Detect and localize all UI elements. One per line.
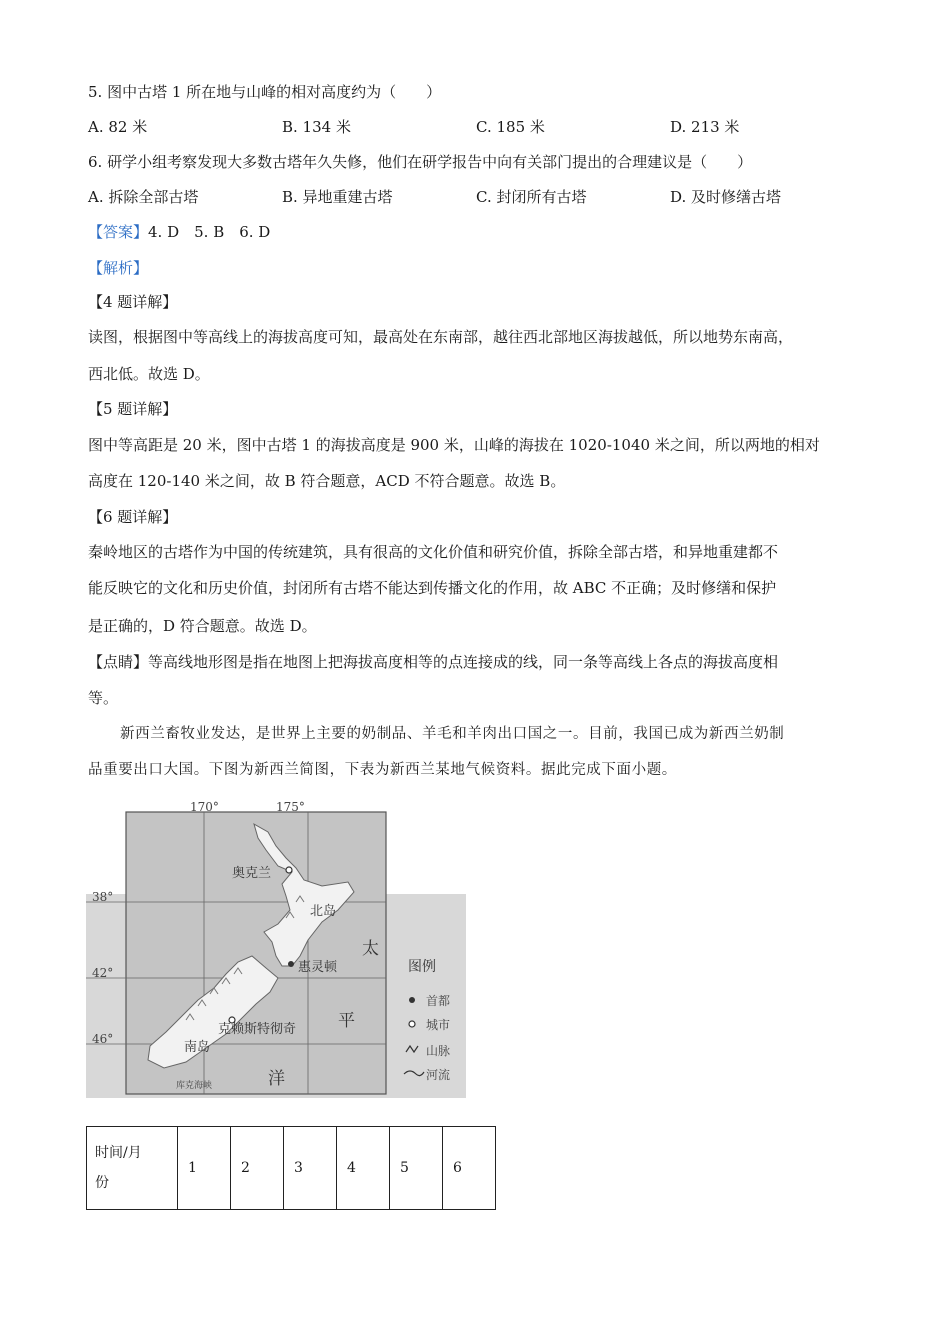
- q6-option-d: D. 及时修缮古塔: [670, 188, 782, 206]
- q6-option-c: C. 封闭所有古塔: [476, 188, 587, 206]
- legend-capital: 首都: [426, 994, 451, 1008]
- detail-4-tag: 【4 题详解】: [88, 293, 178, 311]
- ocean-char-1: 太: [362, 939, 379, 959]
- detail-6-tag: 【6 题详解】: [88, 508, 178, 526]
- passage-line-2: 品重要出口大国。下图为新西兰简图，下表为新西兰某地气候资料。据此完成下面小题。: [88, 762, 677, 778]
- analysis-tag: 【解析】: [88, 259, 149, 277]
- city-wellington: 惠灵顿: [298, 960, 338, 975]
- tip-line-1: 【点睛】等高线地形图是指在地图上把海拔高度相等的点连接成的线，同一条等高线上各点的海拔高度相: [88, 653, 779, 671]
- month-cell: 6: [443, 1127, 496, 1210]
- ocean-char-2: 平: [338, 1011, 355, 1031]
- question-5-stem: 5. 图中古塔 1 所在地与山峰的相对高度约为（ ）: [88, 83, 442, 101]
- detail-5-tag: 【5 题详解】: [88, 400, 178, 418]
- answer-line: [88, 222, 270, 242]
- detail-4-line-1: 读图，根据图中等高线上的海拔高度可知，最高处在东南部，越往西北部地区海拔越低，所以地势东南高，: [88, 328, 794, 346]
- ocean-char-3: 洋: [268, 1069, 285, 1089]
- north-island-label: 北岛: [310, 904, 337, 919]
- table-header-cell: [87, 1127, 178, 1210]
- detail-6-line-2: 能反映它的文化和历史价值，封闭所有古塔不能达到传播文化的作用，故 ABC 不正确；及时修缮和保护: [88, 579, 777, 597]
- lat-label-46: 46°: [92, 1032, 114, 1046]
- legend-mountain: 山脉: [426, 1044, 451, 1058]
- climate-table: [86, 1126, 496, 1210]
- q5-option-b: B. 134 米: [282, 118, 351, 136]
- lat-label-38: 38°: [92, 890, 114, 904]
- table-header-line-2: 份: [95, 1175, 109, 1191]
- tip-line-2: 等。: [88, 689, 119, 707]
- lon-label-175: 175°: [276, 800, 305, 814]
- detail-5-line-1: 图中等高距是 20 米，图中古塔 1 的海拔高度是 900 米，山峰的海拔在 1020-1040 米之间，所以两地的相对: [88, 436, 820, 454]
- q5-option-d: D. 213 米: [670, 118, 740, 136]
- legend-title: 图例: [408, 959, 436, 975]
- legend-city: 城市: [426, 1018, 451, 1032]
- map-footer: 库克海峡: [176, 1081, 213, 1091]
- new-zealand-map: [86, 800, 466, 1098]
- q6-option-a: A. 拆除全部古塔: [88, 188, 199, 206]
- passage-line-1: 新西兰畜牧业发达，是世界上主要的奶制品、羊毛和羊肉出口国之一。目前，我国已成为新西兰奶制: [120, 726, 785, 742]
- detail-5-line-2: 高度在 120-140 米之间，故 B 符合题意，ACD 不符合题意。故选 B。: [88, 472, 566, 490]
- lat-label-42: 42°: [92, 966, 114, 980]
- q6-option-b: B. 异地重建古塔: [282, 188, 393, 206]
- detail-6-line-1: 秦岭地区的古塔作为中国的传统建筑，具有很高的文化价值和研究价值，拆除全部古塔，和异地重建都不: [88, 543, 779, 561]
- city-auckland: 奥克兰: [232, 866, 272, 881]
- detail-4-line-2: 西北低。故选 D。: [88, 365, 210, 383]
- table-header-line-1: 时间/月: [95, 1145, 142, 1161]
- answer-text: 4. D 5. B 6. D: [148, 223, 271, 241]
- legend-river: 河流: [426, 1068, 451, 1082]
- detail-6-line-3: 是正确的，D 符合题意。故选 D。: [88, 617, 317, 635]
- month-cell: 1: [178, 1127, 231, 1210]
- month-cell: 2: [231, 1127, 284, 1210]
- city-christchurch: 克赖斯特彻奇: [218, 1022, 297, 1037]
- south-island-label: 南岛: [184, 1040, 211, 1055]
- lon-label-170: 170°: [190, 800, 219, 814]
- map-graphic: [86, 806, 466, 1098]
- month-cell: 5: [390, 1127, 443, 1210]
- month-cell: 4: [337, 1127, 390, 1210]
- question-6-stem: 6. 研学小组考察发现大多数古塔年久失修，他们在研学报告中向有关部门提出的合理建议是（ ）: [88, 153, 753, 171]
- q5-option-c: C. 185 米: [476, 118, 545, 136]
- q5-option-a: A. 82 米: [88, 118, 148, 136]
- month-cell: 3: [284, 1127, 337, 1210]
- answer-tag: 【答案】: [88, 223, 149, 241]
- table-row: [87, 1127, 496, 1210]
